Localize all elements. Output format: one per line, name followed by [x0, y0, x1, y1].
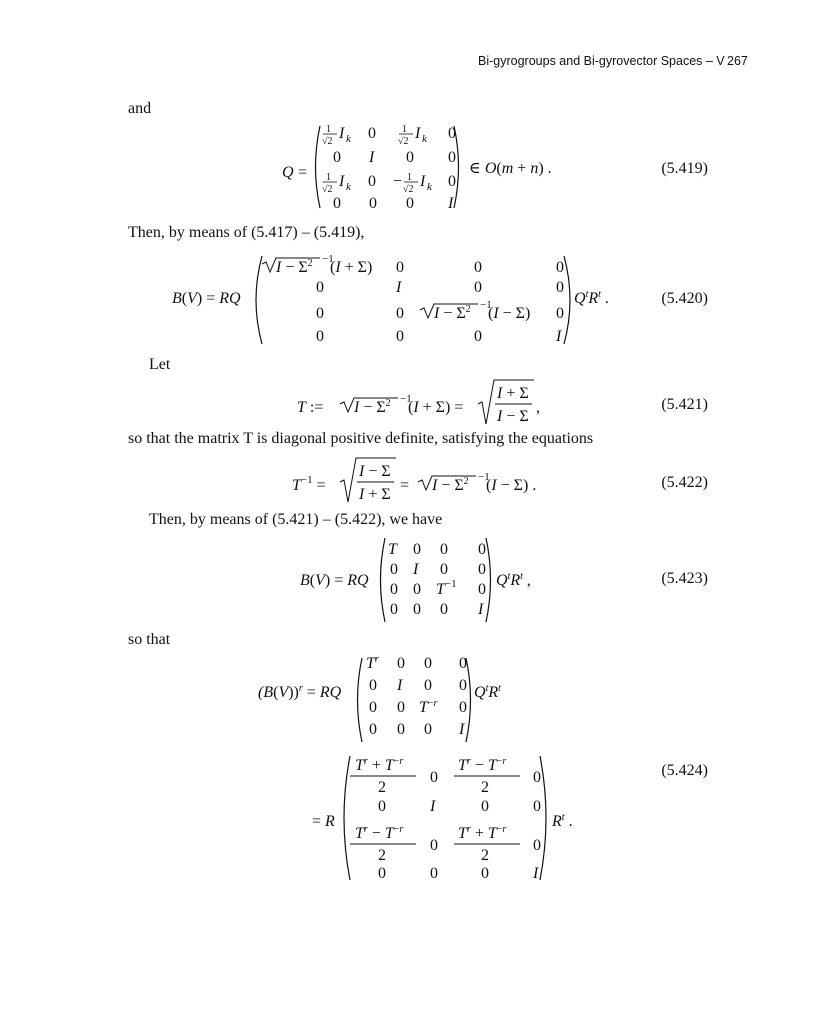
- svg-text:∈ O(m + n) .: ∈ O(m + n) .: [469, 160, 552, 177]
- svg-text:QtRt: $Q^tR^t$: [474, 683, 501, 701]
- svg-text:0: 0: [369, 677, 377, 694]
- svg-text:T :=: T :=: [297, 399, 324, 416]
- svg-text:(I − Σ) .: (I − Σ) .: [486, 477, 537, 494]
- eq-number-5-421: (5.421): [661, 396, 708, 413]
- svg-text:0: 0: [424, 721, 432, 738]
- svg-text:,: ,: [536, 399, 540, 416]
- svg-text:(B(V))r = RQ: $(B(V))^r$ = RQ: [258, 683, 342, 701]
- svg-text:1: 1: [402, 124, 407, 135]
- svg-text:Tr − T−r: $T^r - T^-r$: [355, 824, 404, 842]
- svg-text:−1: −1: [480, 299, 492, 311]
- svg-text:T−r: T−r: [419, 698, 438, 716]
- svg-text:0: 0: [478, 581, 486, 598]
- svg-text:I − Σ2: $I - \Sigma^2$: [276, 258, 313, 276]
- svg-text:= R: = R: [312, 813, 335, 830]
- svg-text:0: 0: [390, 561, 398, 578]
- svg-text:0: 0: [413, 581, 421, 598]
- svg-text:0: 0: [413, 601, 421, 618]
- svg-text:0: 0: [481, 865, 489, 882]
- svg-text:√2: √2: [322, 136, 333, 147]
- svg-text:I − Σ: I − Σ: [497, 408, 529, 425]
- eq-number-5-419: (5.419): [661, 160, 708, 177]
- svg-text:−: −: [393, 173, 403, 190]
- svg-text:0: 0: [430, 769, 438, 786]
- svg-text:0: 0: [440, 601, 448, 618]
- svg-text:0: 0: [430, 837, 438, 854]
- svg-text:I: I: [533, 865, 539, 882]
- svg-text:Tr + T−r: $T^r + T^-r$: [355, 756, 404, 774]
- svg-text:I − Σ2: $I - \Sigma^2$: [434, 304, 471, 322]
- svg-text:I: I: [339, 125, 345, 142]
- svg-text:−1: −1: [400, 393, 412, 405]
- svg-text:0: 0: [397, 699, 405, 716]
- svg-text:I: I: [556, 328, 562, 345]
- running-header: Bi-gyrogroups and Bi-gyrovector Spaces – V: [478, 54, 725, 68]
- svg-text:√2: √2: [403, 184, 414, 195]
- text-and: and: [128, 100, 152, 117]
- svg-text:0: 0: [533, 837, 541, 854]
- svg-text:0: 0: [396, 328, 404, 345]
- svg-text:0: 0: [424, 677, 432, 694]
- svg-text:I: I: [448, 195, 454, 212]
- svg-text:0: 0: [440, 561, 448, 578]
- svg-text:I: I: [459, 721, 465, 738]
- svg-text:0: 0: [533, 798, 541, 815]
- svg-text:0: 0: [316, 305, 324, 322]
- svg-text:1: 1: [326, 172, 331, 183]
- page-number: 267: [727, 54, 748, 68]
- svg-text:0: 0: [378, 798, 386, 815]
- svg-text:0: 0: [369, 195, 377, 212]
- text-let: Let: [149, 356, 171, 373]
- svg-text:I: I: [339, 173, 345, 190]
- svg-text:1: 1: [407, 172, 412, 183]
- svg-text:I + Σ: I + Σ: [359, 486, 391, 503]
- svg-text:2: 2: [378, 847, 386, 864]
- svg-text:k: k: [422, 133, 427, 145]
- svg-text:(I − Σ): (I − Σ): [488, 305, 531, 322]
- svg-text:Tr: $T^r$: [366, 654, 379, 672]
- svg-text:2: 2: [378, 779, 386, 796]
- svg-text:0: 0: [556, 279, 564, 296]
- svg-text:0: 0: [474, 259, 482, 276]
- svg-text:I: I: [415, 125, 421, 142]
- text-so-that-T: so that the matrix T is diagonal positive definite, satisfying the equations: [128, 430, 594, 447]
- svg-text:0: 0: [448, 149, 456, 166]
- svg-text:k: k: [427, 181, 432, 193]
- svg-text:0: 0: [474, 328, 482, 345]
- svg-text:0: 0: [448, 173, 456, 190]
- svg-text:T−1: $T^{-1}$: [436, 578, 457, 598]
- svg-text:−1: −1: [478, 471, 490, 483]
- svg-text:Rt .: $R^t$ .: [552, 812, 573, 830]
- svg-text:0: 0: [369, 721, 377, 738]
- svg-text:0: 0: [390, 581, 398, 598]
- svg-text:0: 0: [430, 865, 438, 882]
- svg-text:0: 0: [390, 601, 398, 618]
- svg-text:0: 0: [481, 798, 489, 815]
- svg-text:Tr − T−r: $T^r - T^-r$: [458, 756, 507, 774]
- svg-text:Q: Q: [282, 164, 294, 181]
- eq-number-5-423: (5.423): [661, 570, 708, 587]
- svg-text:T: T: [388, 541, 397, 558]
- svg-text:0: 0: [368, 173, 376, 190]
- svg-text:√2: √2: [322, 184, 333, 195]
- eq-number-5-424: (5.424): [661, 762, 708, 779]
- svg-text:=: =: [400, 477, 410, 494]
- text-then-421-422: Then, by means of (5.421) – (5.422), we have: [149, 511, 443, 528]
- svg-text:I − Σ: I − Σ: [359, 463, 391, 480]
- svg-text:0: 0: [406, 195, 414, 212]
- svg-text:I − Σ2: $I - \Sigma^2$: [354, 398, 391, 416]
- svg-text:0: 0: [413, 541, 421, 558]
- svg-text:0: 0: [556, 305, 564, 322]
- svg-text:0: 0: [459, 677, 467, 694]
- svg-text:√2: √2: [398, 136, 409, 147]
- svg-text:0: 0: [556, 259, 564, 276]
- svg-text:k: k: [346, 133, 351, 145]
- svg-text:I: I: [478, 601, 484, 618]
- svg-text:1: 1: [326, 124, 331, 135]
- eq-number-5-420: (5.420): [661, 290, 708, 307]
- svg-text:0: 0: [396, 305, 404, 322]
- svg-text:0: 0: [440, 541, 448, 558]
- svg-text:I: I: [420, 173, 426, 190]
- svg-text:(I + Σ): (I + Σ): [330, 259, 373, 276]
- svg-text:0: 0: [478, 561, 486, 578]
- svg-text:0: 0: [397, 655, 405, 672]
- svg-text:B(V) = RQ: B(V) = RQ: [172, 290, 241, 307]
- svg-text:I: I: [430, 798, 436, 815]
- svg-text:−1: −1: [322, 253, 334, 265]
- svg-text:=: =: [298, 164, 308, 181]
- svg-text:I: I: [413, 561, 419, 578]
- svg-text:0: 0: [474, 279, 482, 296]
- svg-text:I: I: [369, 149, 375, 166]
- svg-text:0: 0: [396, 259, 404, 276]
- eq-number-5-422: (5.422): [661, 474, 708, 491]
- svg-text:k: k: [346, 181, 351, 193]
- svg-text:0: 0: [459, 655, 467, 672]
- svg-text:I − Σ2: $I - \Sigma^2$: [432, 476, 469, 494]
- svg-text:I: I: [396, 279, 402, 296]
- svg-text:0: 0: [459, 699, 467, 716]
- svg-text:I + Σ: I + Σ: [497, 385, 529, 402]
- svg-text:B(V) = RQ: B(V) = RQ: [300, 572, 369, 589]
- svg-text:Tr + T−r: $T^r + T^-r$: [458, 824, 507, 842]
- svg-text:0: 0: [368, 125, 376, 142]
- svg-text:0: 0: [448, 125, 456, 142]
- svg-text:0: 0: [424, 655, 432, 672]
- svg-text:0: 0: [478, 541, 486, 558]
- svg-text:0: 0: [333, 149, 341, 166]
- svg-text:0: 0: [533, 769, 541, 786]
- svg-text:0: 0: [316, 279, 324, 296]
- svg-text:T−1 =: $T^{-1}$ =: [292, 474, 326, 494]
- text-so-that: so that: [128, 631, 171, 648]
- svg-text:0: 0: [406, 149, 414, 166]
- svg-text:I: I: [397, 677, 403, 694]
- svg-text:0: 0: [333, 195, 341, 212]
- svg-text:2: 2: [481, 779, 489, 796]
- svg-text:0: 0: [378, 865, 386, 882]
- svg-text:0: 0: [397, 721, 405, 738]
- svg-text:QtRt ,: $Q^tR^t$ ,: [496, 571, 531, 589]
- svg-text:QtRt .: $Q^tR^t$ .: [574, 289, 609, 307]
- text-then-417-419: Then, by means of (5.417) – (5.419),: [128, 224, 365, 241]
- svg-text:2: 2: [481, 847, 489, 864]
- svg-text:0: 0: [369, 699, 377, 716]
- svg-text:0: 0: [316, 328, 324, 345]
- svg-text:(I + Σ) =: (I + Σ) =: [408, 399, 464, 416]
